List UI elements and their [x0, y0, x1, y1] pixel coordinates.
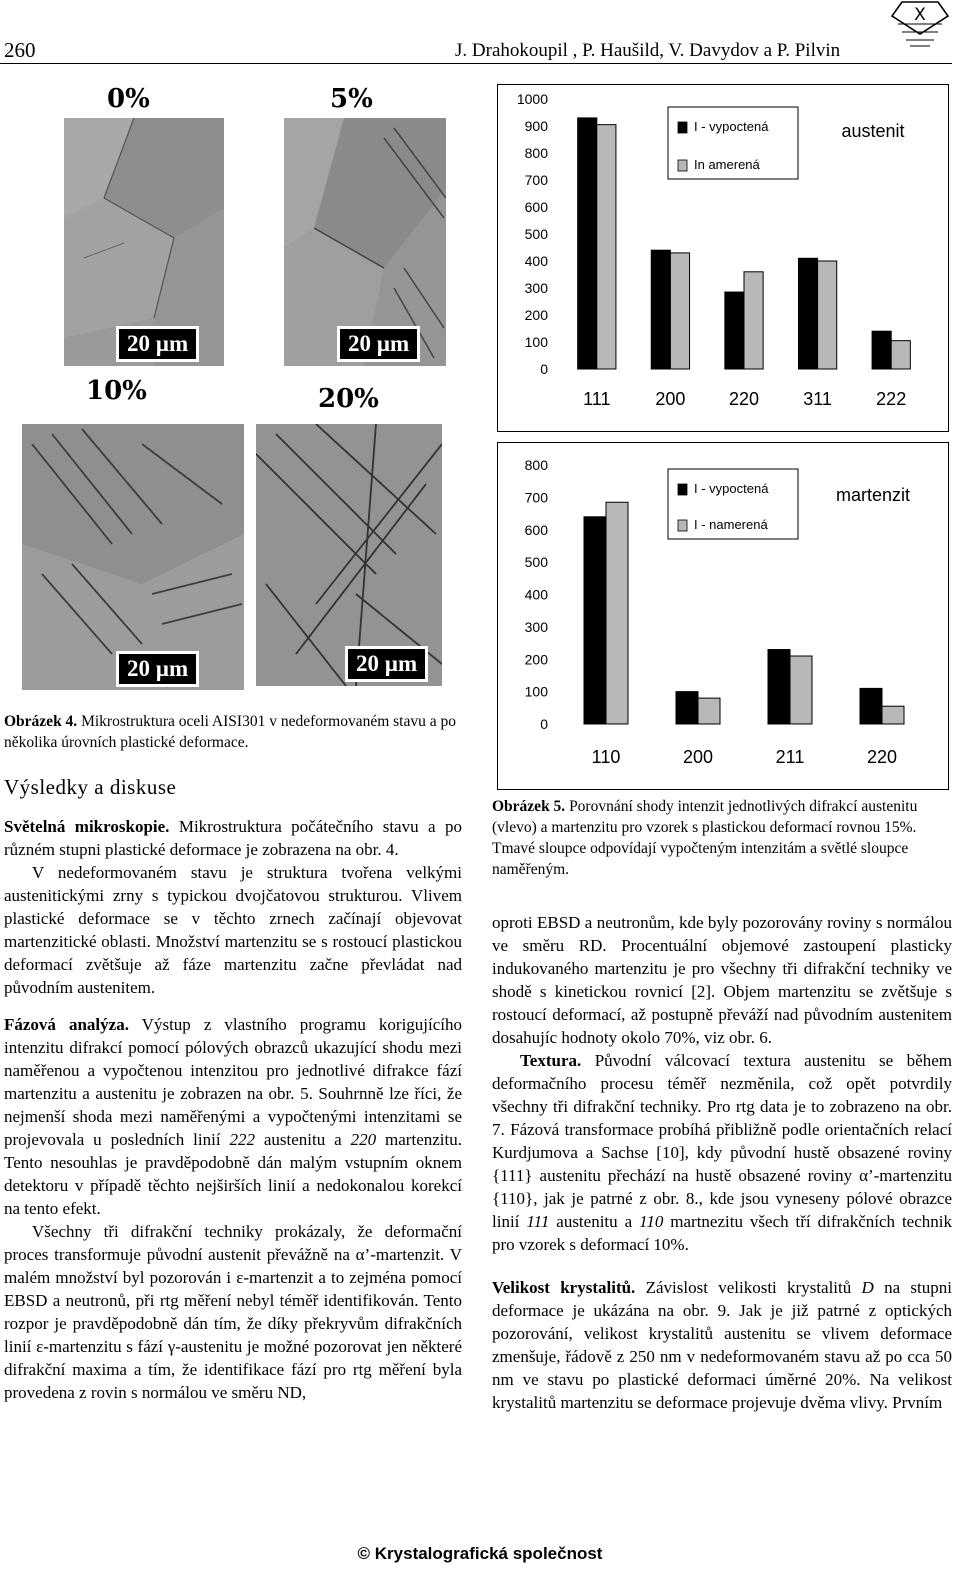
figure5-caption-text: Porovnání shody intenzit jednotlivých difrakcí austenitu (vlevo) a martenzitu pro vzorek s plastickou deformací rovnou 15%. Tmavé sloupce odpovídají vypočteným intenzitám a světlé sloupce naměřeným. [492, 798, 918, 878]
scale-bar-5: 20 µm [337, 326, 420, 362]
texture-text-b: austenitu a [549, 1212, 640, 1231]
x-category-label: 200 [682, 747, 714, 767]
phase-analysis-text-a: Výstup z vlastního programu korigujícího intenzitu difrakcí pomocí pólových obrazců ukazující shodu mezi naměřenou a vypočtenou intenzitou pro jednotlivé difrakce fází martenzitu a austenitu je zobrazen na obr. 5. Souhrnně lze říci, že nejmenší shoda mezi naměřenými a vypočtenými intenzitami se projevovala u posledních linií [4, 1015, 463, 1149]
y-tick-label: 200 [524, 651, 548, 668]
chart-title: martenzit [835, 485, 911, 505]
y-tick-label: 500 [524, 226, 548, 242]
legend-label-0: I - vypoctená [694, 481, 769, 496]
bar-110-series-1 [606, 502, 628, 724]
running-header-authors: J. Drahokoupil , P. Haušild, V. Davydov a P. Pilvin [455, 40, 841, 61]
x-category-label: 222 [876, 389, 907, 409]
right-column [492, 911, 952, 1414]
figure5-caption [492, 796, 952, 880]
figure4-caption [4, 711, 464, 753]
paragraph-ebsd-continued: oproti EBSD a neutronům, kde byly pozorovány roviny s normálou ve směru RD. Procentuální objemové zastoupení plasticky indukovaného martenzitu je pro všechny tři difrakční techniky ve shodě s kinetickou rovnicí [2]. Objem martenzitu se zvětšuje s rostoucí deformací, až postupně převáží nad původním austenitem dosahujíc hodnoty okolo 70%, viz obr. 6. [492, 913, 952, 1047]
bar-220-series-0 [725, 292, 744, 369]
austenite-chart [497, 84, 949, 432]
page-number: 260 [4, 38, 36, 62]
phase-analysis-text-c: martenzitu. Tento nesouhlas je pravděpodobně dán malým vstupním oknem detektoru v případě těchto nejširších linií a nedokonalou korekcí na tento efekt. [4, 1130, 462, 1218]
y-tick-label: 700 [524, 489, 548, 506]
texture-line-111: 111 [526, 1212, 550, 1231]
micrograph-label-0: 0% [107, 84, 150, 114]
y-tick-label: 0 [540, 361, 548, 377]
crystallite-size-heading: Velikost krystalitů. [492, 1278, 636, 1297]
y-tick-label: 300 [524, 618, 548, 635]
chart-title: austenit [841, 121, 905, 141]
scale-bar-10: 20 µm [116, 651, 199, 687]
logo-letter: X [914, 5, 926, 25]
y-tick-label: 100 [524, 683, 548, 700]
optical-microscopy-heading: Světelná mikroskopie. [4, 817, 170, 836]
paragraph-texture [492, 1049, 952, 1256]
figure4-caption-label: Obrázek 4. [4, 713, 78, 730]
y-tick-label: 600 [524, 199, 548, 215]
bar-111-series-1 [597, 125, 616, 369]
legend-swatch-1 [678, 520, 687, 531]
martensite-chart [497, 442, 949, 790]
y-tick-label: 800 [524, 457, 548, 473]
bar-111-series-0 [578, 118, 597, 369]
legend-label-1: I - namerená [694, 517, 768, 532]
bar-211-series-1 [790, 656, 812, 724]
y-tick-label: 1000 [516, 91, 548, 107]
header-rule [0, 63, 952, 64]
phase-analysis-line-220: 220 [350, 1130, 377, 1149]
bar-200-series-1 [698, 698, 720, 724]
x-category-label: 200 [655, 389, 686, 409]
y-tick-label: 600 [524, 521, 548, 538]
bar-110-series-0 [584, 517, 606, 724]
texture-line-110: 110 [639, 1212, 664, 1231]
texture-heading: Textura. [520, 1051, 582, 1070]
crystal-logo-icon [888, 0, 952, 50]
bar-311-series-0 [798, 258, 817, 369]
phase-analysis-heading: Fázová analýza. [4, 1015, 129, 1034]
optical-microscopy-text: Mikrostruktura počátečního stavu a po různém stupni plastické deformace je zobrazena na obr. 4. [4, 817, 462, 859]
y-tick-label: 400 [524, 253, 548, 269]
y-tick-label: 700 [524, 172, 548, 188]
y-tick-label: 0 [540, 716, 548, 732]
bar-211-series-0 [768, 650, 790, 724]
crystallite-size-text-a: Závislost velikosti krystalitů [635, 1278, 862, 1297]
paragraph-crystallite-size [492, 1276, 952, 1414]
texture-text-c: martnezitu všech tří difrakčních technik pro vzorek s deformací 10%. [492, 1212, 952, 1254]
y-tick-label: 300 [524, 280, 548, 296]
bar-220-series-0 [860, 688, 882, 724]
paragraph-phase-analysis [4, 1013, 462, 1220]
micrograph-label-5: 5% [330, 84, 373, 114]
legend-swatch-0 [678, 484, 687, 495]
y-tick-label: 900 [524, 118, 548, 134]
phase-analysis-text-b: austenitu a [254, 1130, 351, 1149]
legend-label-0: I - vypoctená [694, 119, 769, 134]
section-title: Výsledky a diskuse [4, 775, 177, 799]
y-tick-label: 100 [524, 334, 548, 350]
bar-220-series-1 [882, 706, 904, 724]
paragraph-diffraction-techniques: Všechny tři difrakční techniky prokázaly, že deformační proces transformuje původní austenit převážně na α’-martenzit. V malém množství byl pozorován i ε-martenzit a to zejména pomocí EBSD a neutronů, při rtg měření nebyl téměř identifikován. Tento rozpor je pravděpodobně dán tím, že díky překryvům difrakčních linií ε-martenzitu s fází γ-austenitu je možné pozorovat jen některé difrakční maxima a tím, že identifikace fází pro rtg měření byla provedena z rovin s normálou ve směru ND, [4, 1222, 462, 1402]
left-column [4, 776, 462, 1404]
paragraph-optical-microscopy [4, 815, 462, 861]
martensite-chart-svg [498, 443, 948, 789]
legend-swatch-0 [678, 122, 687, 133]
footer-copyright: © Krystalografická společnost [357, 1544, 603, 1563]
bar-200-series-0 [676, 692, 698, 724]
bar-311-series-1 [818, 261, 837, 369]
legend-swatch-1 [678, 160, 687, 171]
bar-220-series-1 [744, 272, 763, 369]
micrograph-label-10: 10% [86, 376, 147, 406]
scale-bar-0: 20 µm [116, 326, 199, 362]
crystallite-size-text-b: na stupni deformace je ukázána na obr. 9. Jak je již patrné z optických pozorování, velikost krystalitů austenitu se vlivem deformace zmenšuje, řádově z 250 nm v nedeformovaném stavu až po cca 50 nm ve stavu po plastické deformaci úměrné 20%. Na velikost krystalitů martenzitu se deformace projevuje dvěma vlivy. Prvním [492, 1278, 952, 1412]
bar-200-series-0 [651, 250, 670, 369]
paragraph-undeformed: V nedeformovaném stavu je struktura tvořena velkými austenitickými zrny s typickou dvojčatovou strukturou. Vlivem plastické deformace se v těchto zrnech začínají objevovat martenzitické oblasti. Množství martenzitu se s rostoucí plastickou deformací zvětšuje až fáze martenzitu začne převládat nad původním austenitem. [4, 863, 462, 997]
scale-bar-20: 20 µm [345, 646, 428, 682]
figure4-caption-text: Mikrostruktura oceli AISI301 v nedeformovaném stavu a po několika úrovních plastické deformace. [4, 713, 456, 751]
x-category-label: 111 [583, 389, 611, 409]
y-tick-label: 200 [524, 307, 548, 323]
x-category-label: 211 [775, 747, 805, 767]
bar-200-series-1 [670, 253, 689, 369]
crystallite-size-symbol-d: D [861, 1278, 874, 1297]
x-category-label: 110 [591, 747, 621, 767]
x-category-label: 311 [803, 389, 832, 409]
journal-logo [888, 0, 952, 50]
phase-analysis-line-222: 222 [229, 1130, 255, 1149]
y-tick-label: 500 [524, 554, 548, 571]
texture-text-a: Původní válcovací textura austenitu se během deformačního procesu téměř nezměnila, což opět potvrdily všechny tři difrakční techniky. Pro rtg data je to zobrazeno na obr. 7. Fázová transformace probíhá přibližně podle orientačních relací Kurdjumova a Sachse [10], kdy původní hustě obsazené roviny {111} austenitu přechází na hustě obsazené roviny α’-martenzitu {110}, jak je patrné z obr. 8., kde jsou vyneseny pólové obrazce linií [492, 1051, 952, 1231]
legend-label-1: In amerená [694, 157, 760, 172]
bar-222-series-1 [891, 341, 910, 369]
x-category-label: 220 [866, 747, 898, 767]
y-tick-label: 400 [524, 586, 548, 603]
bar-222-series-0 [872, 331, 891, 369]
austenite-chart-svg [498, 85, 948, 431]
x-category-label: 220 [728, 389, 760, 409]
figure5-caption-label: Obrázek 5. [492, 798, 566, 815]
micrograph-label-20: 20% [318, 384, 379, 414]
y-tick-label: 800 [524, 145, 548, 161]
